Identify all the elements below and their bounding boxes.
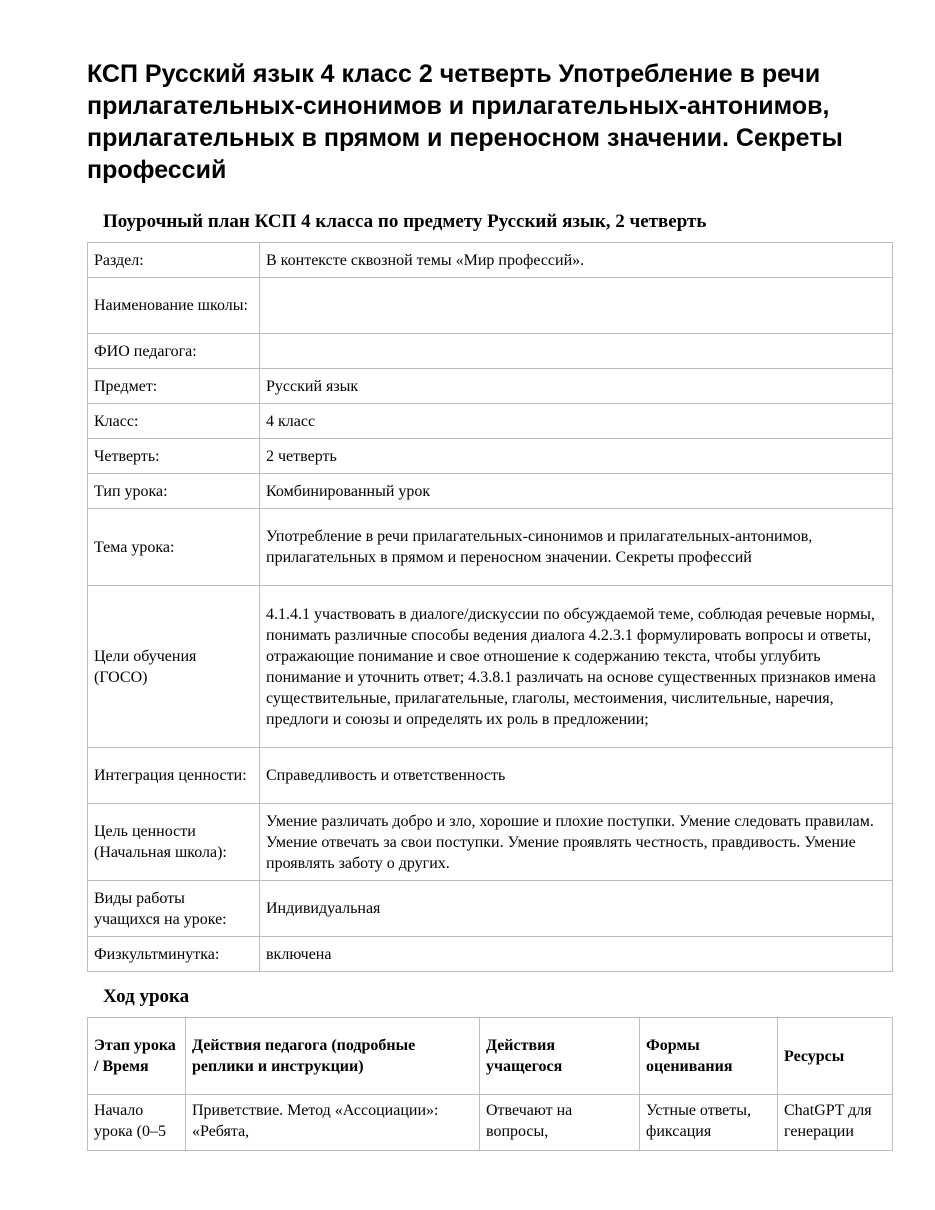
table-row (88, 881, 893, 937)
row-value-teacher (260, 334, 893, 369)
header-assessment: Формы оценивания (640, 1018, 778, 1095)
table-header-row (88, 1018, 893, 1095)
table-row (88, 439, 893, 474)
cell-resources: ChatGPT для генерации (778, 1095, 893, 1151)
row-value-class: 4 класс (260, 404, 893, 439)
row-label-values: Интеграция ценности: (88, 748, 260, 804)
row-value-work-types: Индивидуальная (260, 881, 893, 937)
row-label-quarter: Четверть: (88, 439, 260, 474)
table-row (88, 804, 893, 881)
row-value-goals: 4.1.4.1 участвовать в диалоге/дискуссии по обсуждаемой теме, соблюдая речевые нормы, понимать различные способы ведения диалога 4.2.3.1 формулировать вопросы и ответы, отражающие понимание и свое отношение к содержанию текста, чтобы углубить понимание и уточнить ответ; 4.3.8.1 различать на основе существенных признаков имена существительные, прилагательные, глаголы, местоимения, числительные, наречия, предлоги и союзы и определять их роль в предложении; (260, 586, 893, 748)
row-value-quarter: 2 четверть (260, 439, 893, 474)
plan-heading: Поурочный план КСП 4 класса по предмету Русский язык, 2 четверть (103, 211, 707, 232)
cell-assessment: Устные ответы, фиксация (640, 1095, 778, 1151)
row-label-lesson-type: Тип урока: (88, 474, 260, 509)
row-value-topic: Употребление в речи прилагательных-синонимов и прилагательных-антонимов, прилагательных в прямом и переносном значении. Секреты профессий (260, 509, 893, 586)
row-label-goals: Цели обучения (ГОСО) (88, 586, 260, 748)
table-row (88, 474, 893, 509)
table-row (88, 243, 893, 278)
row-label-topic: Тема урока: (88, 509, 260, 586)
cell-stage: Начало урока (0–5 (88, 1095, 186, 1151)
row-label-value-goal: Цель ценности (Начальная школа): (88, 804, 260, 881)
row-label-exercise: Физкультминутка: (88, 937, 260, 972)
course-heading: Ход урока (103, 986, 190, 1007)
row-value-section: В контексте сквозной темы «Мир профессий». (260, 243, 893, 278)
table-row (88, 509, 893, 586)
row-value-value-goal: Умение различать добро и зло, хорошие и плохие поступки. Умение следовать правилам. Умение отвечать за свои поступки. Умение проявлять честность, правдивость. Умение проявлять заботу о других. (260, 804, 893, 881)
table-row (88, 278, 893, 334)
row-value-exercise: включена (260, 937, 893, 972)
row-label-school: Наименование школы: (88, 278, 260, 334)
header-teacher-actions: Действия педагога (подробные реплики и инструкции) (186, 1018, 480, 1095)
table-row (88, 586, 893, 748)
document-title: КСП Русский язык 4 класс 2 четверть Употребление в речи прилагательных-синонимов и прилагательных-антонимов, прилагательных в прямом и переносном значении. Секреты профессий (87, 60, 843, 184)
header-student-actions: Действия учащегося (480, 1018, 640, 1095)
row-label-teacher: ФИО педагога: (88, 334, 260, 369)
table-row (88, 937, 893, 972)
header-stage: Этап урока / Время (88, 1018, 186, 1095)
header-resources: Ресурсы (778, 1018, 893, 1095)
table-row (88, 404, 893, 439)
cell-teacher-actions: Приветствие. Метод «Ассоциации»: «Ребята, (186, 1095, 480, 1151)
row-label-work-types: Виды работы учащихся на уроке: (88, 881, 260, 937)
table-row (88, 369, 893, 404)
row-label-subject: Предмет: (88, 369, 260, 404)
lesson-plan-table (87, 242, 893, 972)
row-label-class: Класс: (88, 404, 260, 439)
table-row (88, 334, 893, 369)
row-value-subject: Русский язык (260, 369, 893, 404)
table-row (88, 1095, 893, 1151)
lesson-course-table (87, 1017, 893, 1151)
row-value-school (260, 278, 893, 334)
row-value-lesson-type: Комбинированный урок (260, 474, 893, 509)
row-label-section: Раздел: (88, 243, 260, 278)
row-value-values: Справедливость и ответственность (260, 748, 893, 804)
cell-student-actions: Отвечают на вопросы, (480, 1095, 640, 1151)
table-row (88, 748, 893, 804)
